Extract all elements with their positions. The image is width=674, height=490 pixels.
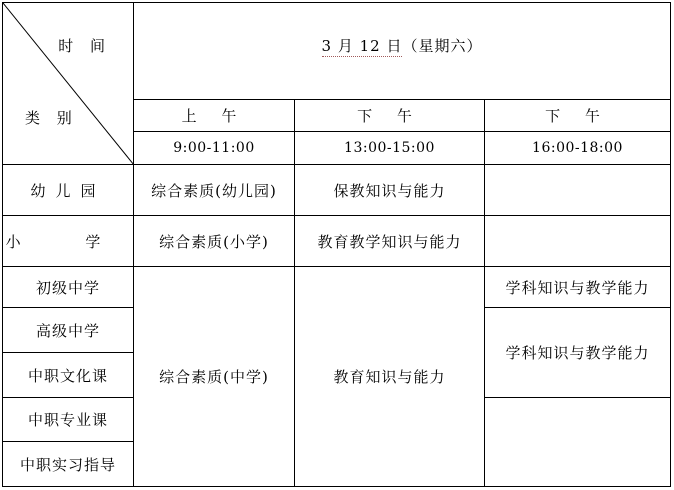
- session-label-2: 下 午: [295, 100, 485, 132]
- session-time-2: 13:00-15:00: [295, 132, 485, 165]
- subject-vocational-late: [485, 398, 671, 487]
- subject-primary-morning: 综合素质(小学): [134, 216, 295, 267]
- exam-schedule-table: [2, 2, 671, 487]
- subject-senior-culture-late: 学科知识与教学能力: [485, 308, 671, 398]
- subject-middle-morning: 综合素质(中学): [134, 267, 295, 487]
- category-vocational-practice: 中职实习指导: [3, 442, 134, 487]
- subject-junior-late: 学科知识与教学能力: [485, 267, 671, 308]
- corner-category-label: 类 别: [25, 109, 78, 127]
- category-senior-middle: 高级中学: [3, 308, 134, 353]
- date-header-cell: [134, 3, 671, 100]
- exam-schedule: [2, 2, 670, 486]
- subject-kg-afternoon: 保教知识与能力: [295, 165, 485, 216]
- session-time-1: 9:00-11:00: [134, 132, 295, 165]
- session-label-3: 下 午: [485, 100, 671, 132]
- category-vocational-culture: 中职文化课: [3, 353, 134, 398]
- diagonal-line: [3, 3, 134, 165]
- exam-date: 3 月 12 日（星期六）: [321, 36, 483, 55]
- subject-middle-afternoon: 教育知识与能力: [295, 267, 485, 487]
- category-kindergarten: 幼儿园: [3, 165, 134, 216]
- subject-primary-late: [485, 216, 671, 267]
- subject-kg-late: [485, 165, 671, 216]
- corner-time-label: 时 间: [58, 37, 111, 55]
- header-corner-cell: [3, 3, 134, 165]
- subject-primary-afternoon: 教育教学知识与能力: [295, 216, 485, 267]
- category-primary: 小 学: [3, 216, 134, 267]
- session-time-3: 16:00-18:00: [485, 132, 671, 165]
- category-vocational-major: 中职专业课: [3, 398, 134, 442]
- category-junior-middle: 初级中学: [3, 267, 134, 308]
- session-label-1: 上 午: [134, 100, 295, 132]
- subject-kg-morning: 综合素质(幼儿园): [134, 165, 295, 216]
